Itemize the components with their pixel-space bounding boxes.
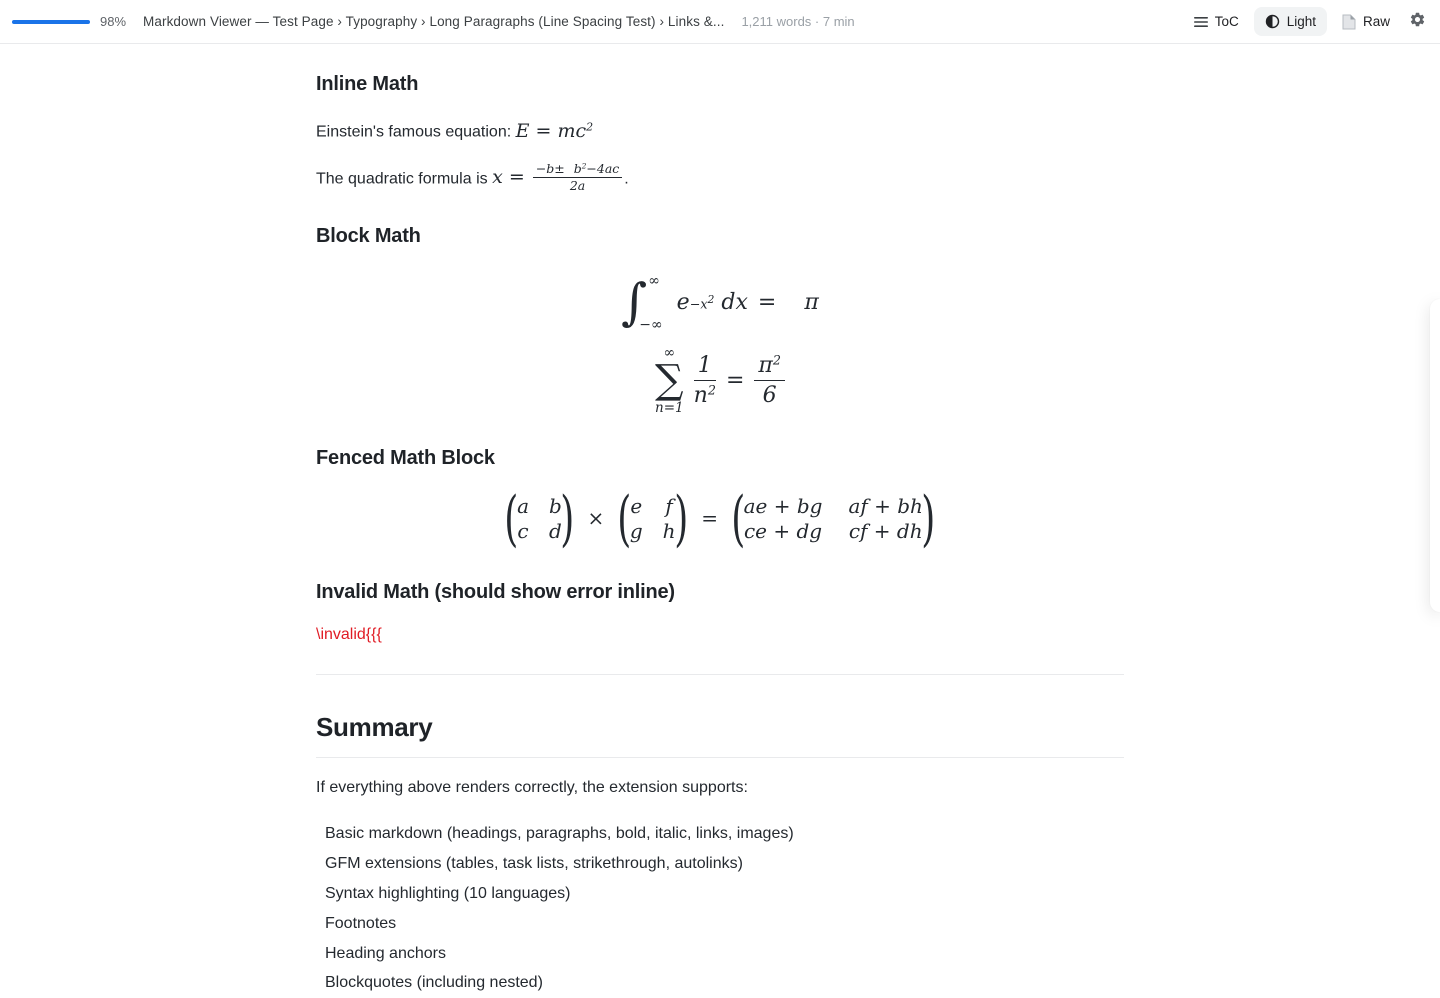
basel-lhs-fraction [694, 353, 716, 409]
matrix-1-cell: d [549, 518, 562, 543]
quadratic-num-right: −4ac [586, 160, 620, 176]
matrix-result [744, 494, 923, 543]
basel-rhs-fraction [754, 353, 785, 409]
einstein-exponent: 2 [586, 120, 594, 133]
summary-intro: If everything above renders correctly, the extension supports: [316, 779, 748, 797]
contrast-icon [1265, 14, 1280, 29]
summary-list-item: Heading anchors [325, 944, 446, 962]
integral-sign: ∫ [621, 273, 648, 332]
gaussian-e: e [676, 289, 690, 315]
theme-toggle-label: Light [1286, 14, 1316, 29]
basel-pi-exp: 2 [772, 352, 781, 368]
raw-button-label: Raw [1362, 14, 1390, 29]
section-heading-fenced-math: Fenced Math Block [316, 447, 495, 470]
basel-den-exp: 2 [707, 383, 716, 399]
matrix-2-cell: e [630, 493, 643, 518]
basel-pi: π [758, 352, 773, 378]
einstein-equation: E = mc [515, 119, 587, 142]
matrix-2-cell: f [665, 493, 673, 518]
quadratic-denominator: 2a [569, 177, 586, 193]
matrix-result-cell: cf + dh [848, 518, 923, 543]
section-heading-summary: Summary [316, 711, 1124, 758]
sum-lower-limit: n=1 [655, 399, 684, 416]
left-paren: ( [731, 482, 746, 554]
summary-list-item: Blockquotes (including nested) [325, 974, 543, 992]
matrix-2-cell: g [629, 518, 643, 543]
matrix-1-cell: c [517, 518, 529, 543]
basel-sum-equation [316, 345, 1124, 415]
quadratic-fraction [533, 162, 622, 194]
math-error-inline: \invalid{{{ [316, 626, 382, 644]
basel-equals: = [725, 367, 745, 393]
matrix-result-cell: ce + dg [743, 518, 823, 543]
integral-lower-limit: −∞ [639, 317, 663, 334]
matrix-result-cell: ae + bg [743, 493, 823, 518]
top-toolbar [0, 0, 1440, 44]
matrix-2 [630, 494, 676, 543]
toc-button-label: ToC [1214, 14, 1239, 29]
file-icon [1342, 14, 1356, 30]
quadratic-label: The quadratic formula is [316, 170, 493, 188]
gaussian-dx: dx [721, 289, 748, 315]
integral-upper-limit: ∞ [648, 273, 660, 290]
section-heading-inline-math: Inline Math [316, 73, 419, 95]
section-heading-invalid-math: Invalid Math (should show error inline) [316, 581, 675, 604]
einstein-paragraph [316, 114, 1124, 145]
section-heading-block-math: Block Math [316, 225, 421, 248]
matrix-1-cell: b [549, 493, 562, 518]
gear-icon [1409, 11, 1426, 33]
gaussian-equals: = [757, 289, 777, 315]
summary-list-item: Basic markdown (headings, paragraphs, bold, italic, links, images) [325, 825, 794, 843]
toc-button[interactable] [1183, 7, 1250, 36]
matrix-1-cell: a [517, 493, 529, 518]
horizontal-rule [316, 674, 1124, 675]
breadcrumb[interactable]: Markdown Viewer — Test Page › Typography › Long Paragraphs (Line Spacing Test) › Links &... [143, 14, 725, 29]
sigma-sign: ∑ [655, 356, 684, 403]
summary-list-item: Syntax highlighting (10 languages) [325, 884, 571, 902]
reading-progress [12, 20, 90, 24]
summary-list-item: GFM extensions (tables, task lists, strikethrough, autolinks) [325, 855, 743, 873]
collapsed-side-panel[interactable] [1430, 299, 1440, 612]
raw-button[interactable] [1331, 7, 1401, 37]
document-body [316, 0, 1124, 998]
quadratic-equals: = [508, 166, 525, 189]
quadratic-paragraph [316, 162, 1124, 194]
gaussian-integral-equation [316, 271, 1124, 333]
summary-list [316, 819, 1124, 998]
summary-list-item: Footnotes [325, 914, 397, 932]
right-paren: ) [673, 482, 688, 554]
matrix-equation [316, 482, 1124, 554]
word-count-readtime: 1,211 words · 7 min [741, 14, 855, 29]
reading-progress-bar [12, 20, 90, 24]
gaussian-exponent-sup: 2 [707, 292, 715, 306]
gaussian-result-pi: π [804, 289, 819, 315]
settings-button[interactable] [1409, 11, 1426, 33]
basel-den-6: 6 [762, 382, 777, 408]
quadratic-num-left: −b± [535, 160, 565, 176]
right-paren: ) [560, 482, 575, 554]
basel-den-n: n [693, 382, 708, 408]
matrix-result-cell: af + bh [848, 493, 923, 518]
hamburger-icon [1194, 16, 1208, 28]
right-paren: ) [921, 482, 936, 554]
theme-toggle-button[interactable] [1254, 7, 1327, 36]
basel-num: 1 [694, 353, 716, 381]
times-operator: × [587, 506, 605, 531]
quadratic-num-b-exp: 2 [581, 161, 587, 171]
matrix-2-cell: h [662, 518, 676, 543]
gaussian-exponent: −x [689, 297, 708, 313]
left-paren: ( [504, 482, 519, 554]
reading-progress-percent: 98% [100, 14, 127, 29]
left-paren: ( [617, 482, 632, 554]
equals-operator: = [701, 506, 718, 531]
einstein-label: Einstein's famous equation: [316, 123, 516, 141]
matrix-1 [517, 494, 562, 543]
quadratic-lhs: x [492, 166, 503, 189]
sum-upper-limit: ∞ [663, 344, 676, 361]
quadratic-period: . [624, 170, 629, 188]
quadratic-num-b: b [573, 160, 582, 176]
